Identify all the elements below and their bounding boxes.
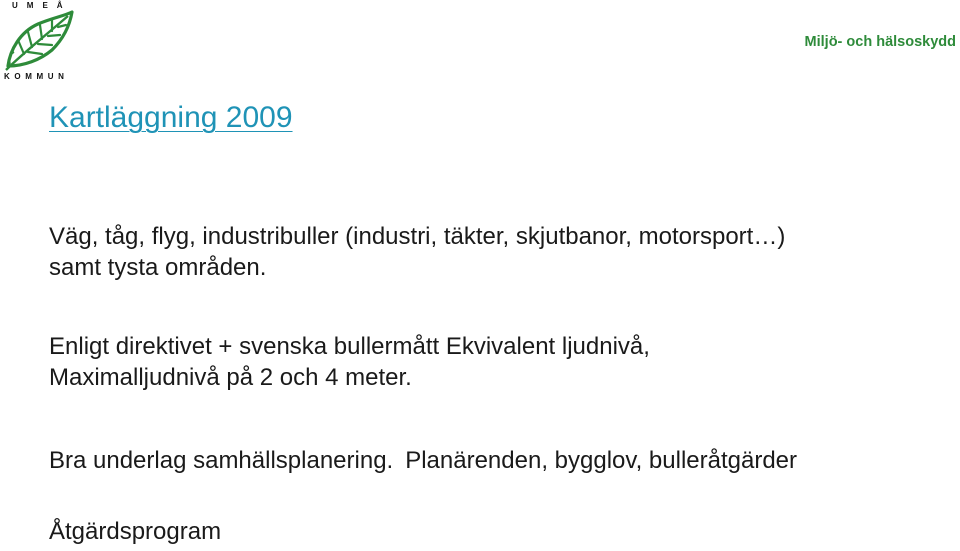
paragraph-line: Maximalljudnivå på 2 och 4 meter. — [49, 364, 412, 391]
paragraph-part: Bra underlag samhällsplanering. — [49, 447, 394, 474]
paragraph-part: Planärenden, bygglov, bulleråtgärder — [405, 447, 798, 474]
paragraph-line: samt tysta områden. — [49, 254, 267, 281]
paragraph-action-program — [49, 516, 221, 547]
department-label: Miljö- och hälsoskydd — [804, 34, 956, 50]
logo-top-text: UMEÅ — [12, 1, 72, 10]
logo-bottom-text: KOMMUN — [4, 72, 69, 81]
paragraph-directive — [49, 331, 650, 393]
birch-leaf-logo-icon — [2, 10, 74, 72]
paragraph-line: Åtgärdsprogram — [49, 518, 222, 545]
umea-kommun-logo — [2, 0, 74, 84]
paragraph-noise-types — [49, 221, 785, 283]
paragraph-line: Enligt direktivet + svenska bullermått Ekvivalent ljudnivå, — [49, 333, 650, 360]
paragraph-line: Väg, tåg, flyg, industribuller (industri, täkter, skjutbanor, motorsport…) — [49, 223, 786, 250]
slide-title: Kartläggning 2009 — [49, 101, 293, 134]
paragraph-planning — [49, 445, 797, 476]
